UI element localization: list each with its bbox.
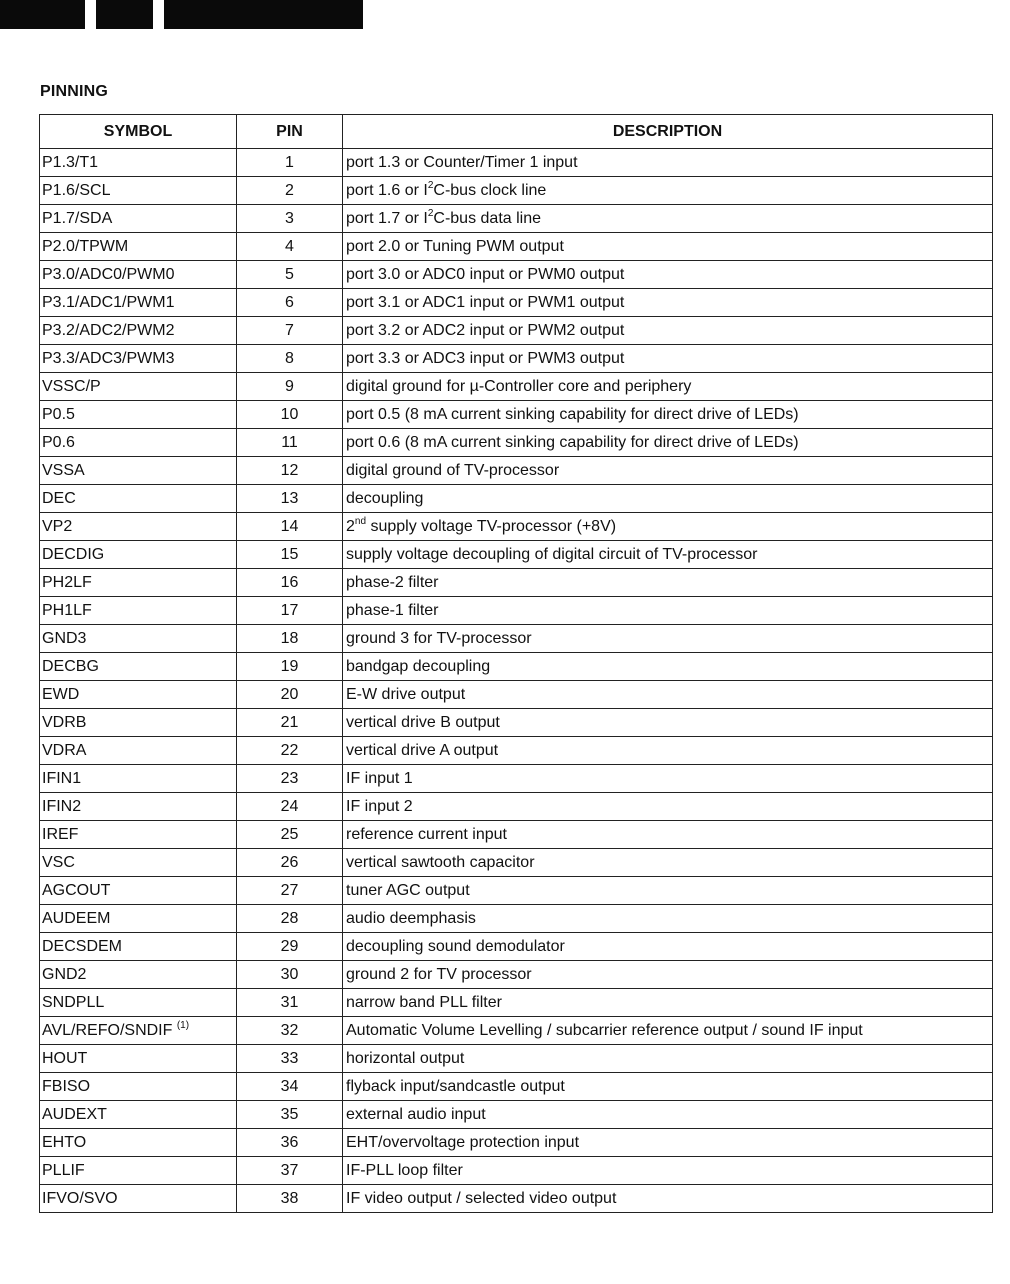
description-text: reference current input xyxy=(346,826,507,843)
description-text: ground 2 for TV processor xyxy=(346,966,532,983)
symbol-text: P1.6/SCL xyxy=(42,182,111,199)
cell-description xyxy=(343,849,993,877)
table-row xyxy=(40,961,993,989)
cell-pin: 17 xyxy=(237,597,343,625)
cell-pin: 36 xyxy=(237,1129,343,1157)
table-row xyxy=(40,569,993,597)
table-row xyxy=(40,765,993,793)
symbol-text: PH2LF xyxy=(42,574,92,591)
cell-pin: 28 xyxy=(237,905,343,933)
table-row xyxy=(40,597,993,625)
table-row xyxy=(40,681,993,709)
description-text: Automatic Volume Levelling / subcarrier reference output / sound IF input xyxy=(346,1022,863,1039)
table-row xyxy=(40,1101,993,1129)
description-text: phase-2 filter xyxy=(346,574,439,591)
cell-symbol xyxy=(40,905,237,933)
cell-description xyxy=(343,877,993,905)
cell-description xyxy=(343,317,993,345)
cell-description xyxy=(343,177,993,205)
cell-pin: 26 xyxy=(237,849,343,877)
symbol-text: P0.6 xyxy=(42,434,75,451)
cell-description xyxy=(343,737,993,765)
table-row xyxy=(40,205,993,233)
cell-symbol xyxy=(40,821,237,849)
cell-symbol xyxy=(40,989,237,1017)
cell-description xyxy=(343,905,993,933)
description-text: vertical sawtooth capacitor xyxy=(346,854,535,871)
cell-pin: 21 xyxy=(237,709,343,737)
description-text: tuner AGC output xyxy=(346,882,470,899)
cell-symbol xyxy=(40,177,237,205)
cell-pin: 35 xyxy=(237,1101,343,1129)
cell-description xyxy=(343,933,993,961)
table-row xyxy=(40,345,993,373)
cell-pin: 37 xyxy=(237,1157,343,1185)
header-black-tab-3 xyxy=(164,0,363,29)
table-row xyxy=(40,1157,993,1185)
cell-description xyxy=(343,1045,993,1073)
cell-symbol xyxy=(40,373,237,401)
section-title: PINNING xyxy=(40,83,109,100)
table-row xyxy=(40,877,993,905)
cell-description xyxy=(343,513,993,541)
symbol-text: SNDPLL xyxy=(42,994,105,1011)
table-row xyxy=(40,1129,993,1157)
cell-symbol xyxy=(40,261,237,289)
cell-pin: 20 xyxy=(237,681,343,709)
table-row xyxy=(40,233,993,261)
table-row xyxy=(40,541,993,569)
cell-description xyxy=(343,1017,993,1045)
cell-pin: 7 xyxy=(237,317,343,345)
table-header-row xyxy=(40,115,993,149)
cell-description xyxy=(343,429,993,457)
cell-description xyxy=(343,485,993,513)
table-row xyxy=(40,177,993,205)
cell-description xyxy=(343,765,993,793)
table-row xyxy=(40,1017,993,1045)
symbol-text: VDRA xyxy=(42,742,87,759)
cell-pin: 15 xyxy=(237,541,343,569)
cell-symbol xyxy=(40,401,237,429)
superscript: 2 xyxy=(427,208,434,219)
cell-symbol xyxy=(40,569,237,597)
cell-description xyxy=(343,597,993,625)
table-row xyxy=(40,485,993,513)
symbol-text: IFIN2 xyxy=(42,798,82,815)
table-row xyxy=(40,989,993,1017)
symbol-text: HOUT xyxy=(42,1050,88,1067)
cell-pin: 27 xyxy=(237,877,343,905)
description-text: external audio input xyxy=(346,1106,486,1123)
cell-description xyxy=(343,233,993,261)
table-row xyxy=(40,933,993,961)
cell-pin: 24 xyxy=(237,793,343,821)
table-row xyxy=(40,513,993,541)
symbol-text: EWD xyxy=(42,686,80,703)
cell-description xyxy=(343,1185,993,1213)
cell-symbol xyxy=(40,205,237,233)
symbol-text: DECSDEM xyxy=(42,938,123,955)
cell-description xyxy=(343,149,993,177)
table-row xyxy=(40,457,993,485)
cell-pin: 5 xyxy=(237,261,343,289)
cell-symbol xyxy=(40,541,237,569)
symbol-text: AGCOUT xyxy=(42,882,111,899)
cell-pin: 33 xyxy=(237,1045,343,1073)
cell-symbol xyxy=(40,317,237,345)
symbol-text: P3.2/ADC2/PWM2 xyxy=(42,322,175,339)
description-text: audio deemphasis xyxy=(346,910,476,927)
cell-symbol xyxy=(40,289,237,317)
description-text: IF input 1 xyxy=(346,770,413,787)
superscript: nd xyxy=(354,516,367,527)
description-text: IF video output / selected video output xyxy=(346,1190,617,1207)
cell-symbol xyxy=(40,653,237,681)
symbol-text: GND3 xyxy=(42,630,87,647)
cell-symbol xyxy=(40,457,237,485)
cell-description xyxy=(343,1101,993,1129)
description-text: horizontal output xyxy=(346,1050,465,1067)
cell-description xyxy=(343,961,993,989)
table-row xyxy=(40,793,993,821)
cell-pin: 1 xyxy=(237,149,343,177)
cell-symbol xyxy=(40,737,237,765)
cell-pin: 13 xyxy=(237,485,343,513)
cell-description xyxy=(343,541,993,569)
cell-pin: 9 xyxy=(237,373,343,401)
description-text: digital ground of TV-processor xyxy=(346,462,560,479)
cell-description xyxy=(343,261,993,289)
cell-description xyxy=(343,625,993,653)
cell-pin: 8 xyxy=(237,345,343,373)
cell-symbol xyxy=(40,485,237,513)
description-text: IF input 2 xyxy=(346,798,413,815)
cell-description xyxy=(343,401,993,429)
table-row xyxy=(40,149,993,177)
description-text: vertical drive B output xyxy=(346,714,500,731)
cell-pin: 18 xyxy=(237,625,343,653)
table-row xyxy=(40,849,993,877)
description-text: port 2.0 or Tuning PWM output xyxy=(346,238,564,255)
symbol-text: DECDIG xyxy=(42,546,105,563)
table-row xyxy=(40,429,993,457)
cell-description xyxy=(343,289,993,317)
symbol-text: IFIN1 xyxy=(42,770,82,787)
description-text: 2 xyxy=(346,518,355,535)
header-black-tab-1 xyxy=(0,0,85,29)
cell-symbol xyxy=(40,933,237,961)
description-text: bandgap decoupling xyxy=(346,658,491,675)
cell-description xyxy=(343,681,993,709)
description-text: supply voltage decoupling of digital circuit of TV-processor xyxy=(346,546,758,563)
symbol-text: P1.3/T1 xyxy=(42,154,99,171)
cell-symbol xyxy=(40,709,237,737)
symbol-text: VSSA xyxy=(42,462,85,479)
symbol-text: DEC xyxy=(42,490,76,507)
cell-description xyxy=(343,821,993,849)
cell-pin: 22 xyxy=(237,737,343,765)
symbol-text: AUDEEM xyxy=(42,910,111,927)
symbol-text: P2.0/TPWM xyxy=(42,238,129,255)
symbol-text: EHTO xyxy=(42,1134,87,1151)
cell-pin: 32 xyxy=(237,1017,343,1045)
header-black-tab-2 xyxy=(96,0,153,29)
cell-pin: 31 xyxy=(237,989,343,1017)
description-text: E-W drive output xyxy=(346,686,466,703)
cell-symbol xyxy=(40,1017,237,1045)
symbol-text: DECBG xyxy=(42,658,99,675)
cell-symbol xyxy=(40,345,237,373)
description-text: port 1.6 or I xyxy=(346,182,428,199)
description-text: port 3.2 or ADC2 input or PWM2 output xyxy=(346,322,625,339)
cell-pin: 11 xyxy=(237,429,343,457)
cell-description xyxy=(343,205,993,233)
table-row xyxy=(40,737,993,765)
description-text-rest: supply voltage TV-processor (+8V) xyxy=(366,518,617,535)
column-header-description: DESCRIPTION xyxy=(343,115,993,149)
cell-pin: 25 xyxy=(237,821,343,849)
cell-symbol xyxy=(40,1157,237,1185)
description-text: ground 3 for TV-processor xyxy=(346,630,532,647)
cell-pin: 12 xyxy=(237,457,343,485)
symbol-text: IREF xyxy=(42,826,79,843)
description-text: narrow band PLL filter xyxy=(346,994,502,1011)
cell-description xyxy=(343,457,993,485)
table-row xyxy=(40,1185,993,1213)
symbol-text: P3.1/ADC1/PWM1 xyxy=(42,294,175,311)
table-row xyxy=(40,653,993,681)
cell-symbol xyxy=(40,513,237,541)
cell-pin: 38 xyxy=(237,1185,343,1213)
cell-pin: 16 xyxy=(237,569,343,597)
cell-pin: 30 xyxy=(237,961,343,989)
table-row xyxy=(40,373,993,401)
description-text: port 0.6 (8 mA current sinking capability for direct drive of LEDs) xyxy=(346,434,799,451)
symbol-text: PH1LF xyxy=(42,602,92,619)
table-row xyxy=(40,1045,993,1073)
table-row xyxy=(40,317,993,345)
description-text: flyback input/sandcastle output xyxy=(346,1078,565,1095)
cell-symbol xyxy=(40,429,237,457)
cell-symbol xyxy=(40,625,237,653)
cell-pin: 6 xyxy=(237,289,343,317)
symbol-text: VSC xyxy=(42,854,75,871)
cell-symbol xyxy=(40,1129,237,1157)
cell-symbol xyxy=(40,793,237,821)
description-text: digital ground for µ-Controller core and periphery xyxy=(346,378,692,395)
cell-pin: 14 xyxy=(237,513,343,541)
cell-description xyxy=(343,1129,993,1157)
pinning-table xyxy=(39,114,993,1213)
symbol-text: AVL/REFO/SNDIF xyxy=(42,1022,173,1039)
cell-pin: 34 xyxy=(237,1073,343,1101)
cell-description xyxy=(343,1073,993,1101)
description-text: port 3.0 or ADC0 input or PWM0 output xyxy=(346,266,625,283)
cell-description xyxy=(343,1157,993,1185)
cell-pin: 19 xyxy=(237,653,343,681)
symbol-text: VSSC/P xyxy=(42,378,101,395)
cell-description xyxy=(343,373,993,401)
symbol-text: GND2 xyxy=(42,966,87,983)
table-row xyxy=(40,821,993,849)
symbol-text: IFVO/SVO xyxy=(42,1190,118,1207)
table-row xyxy=(40,261,993,289)
column-header-symbol: SYMBOL xyxy=(40,115,237,149)
cell-symbol xyxy=(40,849,237,877)
table-row xyxy=(40,401,993,429)
description-text: EHT/overvoltage protection input xyxy=(346,1134,580,1151)
description-text: port 1.7 or I xyxy=(346,210,428,227)
description-text-rest: C-bus clock line xyxy=(433,182,547,199)
cell-symbol xyxy=(40,961,237,989)
cell-symbol xyxy=(40,149,237,177)
description-text: decoupling xyxy=(346,490,424,507)
cell-symbol xyxy=(40,681,237,709)
table-row xyxy=(40,709,993,737)
description-text: port 3.3 or ADC3 input or PWM3 output xyxy=(346,350,625,367)
cell-symbol xyxy=(40,597,237,625)
cell-pin: 4 xyxy=(237,233,343,261)
symbol-text: VP2 xyxy=(42,518,73,535)
cell-symbol xyxy=(40,1073,237,1101)
cell-description xyxy=(343,653,993,681)
symbol-text: PLLIF xyxy=(42,1162,85,1179)
cell-description xyxy=(343,989,993,1017)
description-text: decoupling sound demodulator xyxy=(346,938,565,955)
table-row xyxy=(40,289,993,317)
symbol-text: P3.3/ADC3/PWM3 xyxy=(42,350,175,367)
cell-symbol xyxy=(40,1045,237,1073)
cell-symbol xyxy=(40,1185,237,1213)
cell-description xyxy=(343,569,993,597)
symbol-text: P1.7/SDA xyxy=(42,210,113,227)
symbol-text: VDRB xyxy=(42,714,87,731)
cell-description xyxy=(343,345,993,373)
cell-pin: 3 xyxy=(237,205,343,233)
symbol-text: P3.0/ADC0/PWM0 xyxy=(42,266,175,283)
table-body xyxy=(40,149,993,1213)
cell-symbol xyxy=(40,877,237,905)
footnote-marker: (1) xyxy=(176,1020,190,1031)
description-text-rest: C-bus data line xyxy=(433,210,542,227)
cell-symbol xyxy=(40,1101,237,1129)
cell-symbol xyxy=(40,765,237,793)
cell-description xyxy=(343,709,993,737)
symbol-text: AUDEXT xyxy=(42,1106,107,1123)
description-text: IF-PLL loop filter xyxy=(346,1162,463,1179)
cell-symbol xyxy=(40,233,237,261)
symbol-text: FBISO xyxy=(42,1078,91,1095)
cell-pin: 10 xyxy=(237,401,343,429)
description-text: port 1.3 or Counter/Timer 1 input xyxy=(346,154,578,171)
table-row xyxy=(40,625,993,653)
symbol-text: P0.5 xyxy=(42,406,75,423)
description-text: port 0.5 (8 mA current sinking capability for direct drive of LEDs) xyxy=(346,406,799,423)
description-text: vertical drive A output xyxy=(346,742,499,759)
cell-description xyxy=(343,793,993,821)
description-text: phase-1 filter xyxy=(346,602,439,619)
cell-pin: 23 xyxy=(237,765,343,793)
column-header-pin: PIN xyxy=(237,115,343,149)
cell-pin: 2 xyxy=(237,177,343,205)
table-row xyxy=(40,905,993,933)
description-text: port 3.1 or ADC1 input or PWM1 output xyxy=(346,294,625,311)
superscript: 2 xyxy=(427,180,434,191)
cell-pin: 29 xyxy=(237,933,343,961)
table-row xyxy=(40,1073,993,1101)
